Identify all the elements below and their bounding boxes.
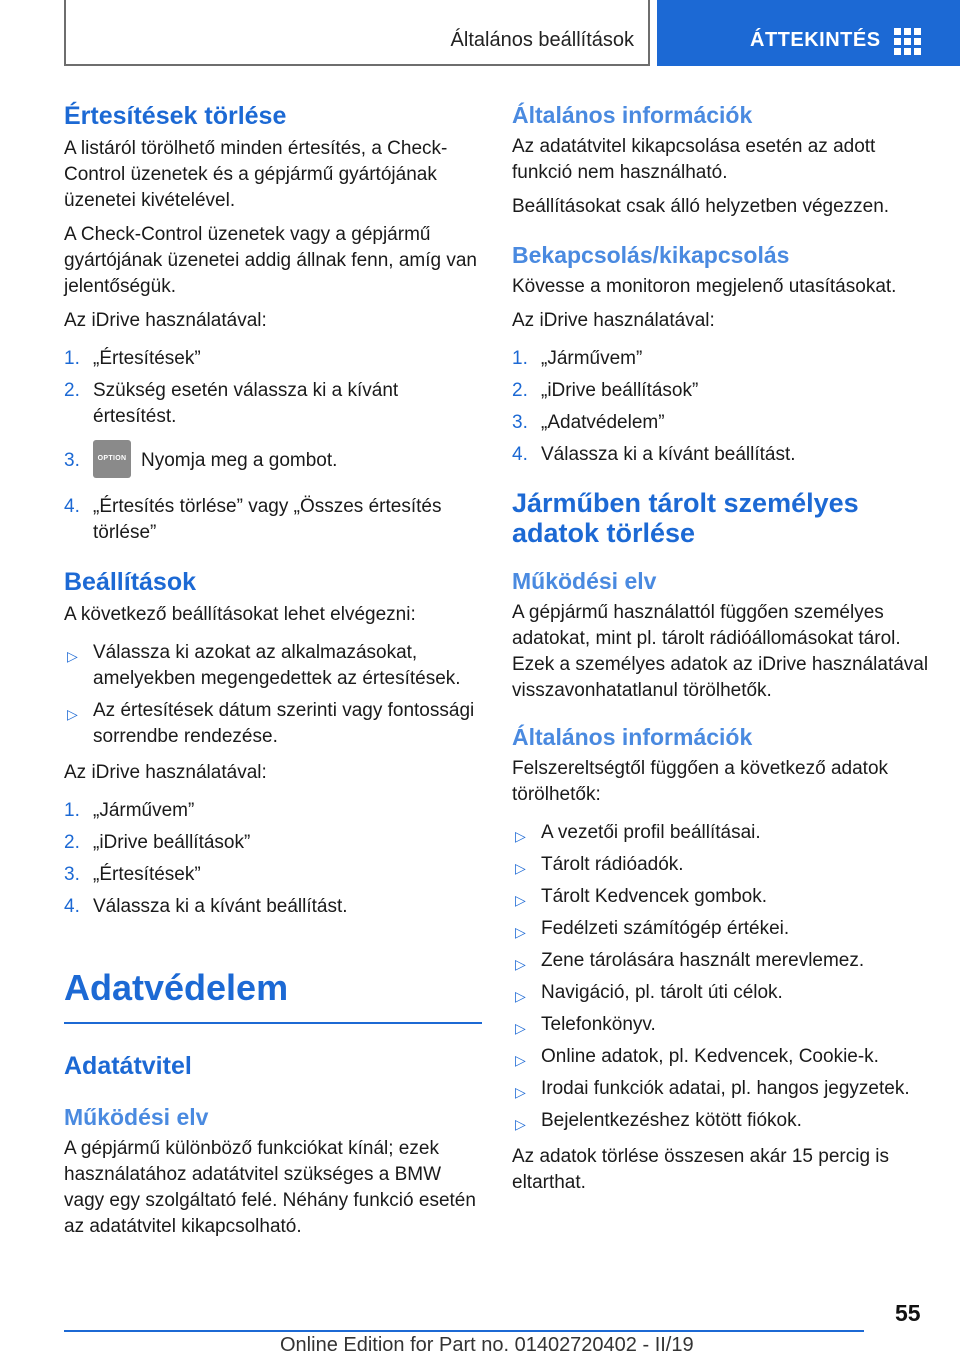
list-item: ▷ Tárolt Kedvencek gombok.	[512, 884, 932, 910]
triangle-bullet-icon: ▷	[515, 892, 526, 908]
step-text: Válassza ki a kívánt beállítást.	[93, 896, 348, 917]
heading-settings: Beállítások	[64, 568, 197, 596]
triangle-bullet-icon: ▷	[515, 860, 526, 876]
triangle-bullet-icon: ▷	[515, 828, 526, 844]
paragraph: Beállításokat csak álló helyzetben végezzen.	[512, 196, 890, 217]
step-number: 4.	[64, 896, 80, 917]
paragraph: Az adatok törlése összesen akár 15 percig is eltarthat.	[512, 1146, 890, 1193]
step-number: 3.	[64, 864, 80, 885]
heading-delete-personal-data: Járműben tárolt személyes adatok törlése	[512, 488, 859, 548]
triangle-bullet-icon: ▷	[515, 1052, 526, 1068]
paragraph: Felszereltségtől függően a következő adatok törölhetők:	[512, 758, 889, 805]
triangle-bullet-icon: ▷	[515, 924, 526, 940]
list-item: ▷ Tárolt rádióadók.	[512, 852, 932, 878]
step-text: „iDrive beállítások”	[93, 832, 251, 853]
list-item: ▷ Az értesítések dátum szerinti vagy fontossági sorrendbe rendezése.	[67, 700, 475, 747]
list-item: ▷ Irodai funkciók adatai, pl. hangos jegyzetek.	[512, 1076, 932, 1102]
header-frame	[64, 0, 650, 66]
steps-list-settings	[64, 798, 482, 920]
heading-principle: Működési elv	[512, 568, 657, 594]
steps-list-notifications	[64, 346, 482, 546]
step-text: „Értesítések”	[93, 348, 201, 369]
step-text: „Járművem”	[541, 348, 643, 369]
paragraph: A Check-Control üzenetek vagy a gépjármű gyártójának üzenetei addig állnak fenn, amíg van jelentőségük.	[64, 224, 477, 297]
option-button-icon: OPTION	[93, 440, 131, 478]
heading-general-info: Általános információk	[512, 724, 753, 750]
paragraph: Az iDrive használatával:	[64, 310, 267, 331]
bullet-list-deletable-data	[512, 820, 932, 1134]
step-text: „Értesítés törlése” vagy „Összes értesítés törlése”	[93, 496, 442, 543]
list-item	[512, 346, 932, 372]
heading-general-info: Általános információk	[512, 102, 753, 128]
step-number: 3.	[512, 412, 528, 433]
list-item: ▷ Telefonkönyv.	[512, 1012, 932, 1038]
paragraph: Kövesse a monitoron megjelenő utasításokat.	[512, 276, 897, 297]
left-column	[64, 100, 482, 1248]
heading-privacy: Adatvédelem	[64, 966, 482, 1024]
steps-list-privacy	[512, 346, 932, 468]
step-number: 3.	[64, 450, 80, 471]
step-number: 2.	[512, 380, 528, 401]
footer-divider	[64, 1330, 864, 1332]
list-item	[64, 894, 482, 920]
step-text: „Járművem”	[93, 800, 195, 821]
heading-principle: Működési elv	[64, 1104, 209, 1130]
list-item	[512, 442, 932, 468]
list-item	[64, 830, 482, 856]
step-text: „Értesítések”	[93, 864, 201, 885]
step-text: „iDrive beállítások”	[541, 380, 699, 401]
triangle-bullet-icon: ▷	[67, 648, 78, 664]
step-text: Válassza ki a kívánt beállítást.	[541, 444, 796, 465]
list-item	[64, 346, 482, 372]
list-item: ▷ Navigáció, pl. tárolt úti célok.	[512, 980, 932, 1006]
section-title: Általános beállítások	[450, 29, 634, 51]
paragraph: A listáról törölhető minden értesítés, a Check-Control üzenetek és a gépjármű gyártójának üzenetei kivételével.	[64, 138, 448, 211]
list-item	[512, 378, 932, 404]
triangle-bullet-icon: ▷	[515, 956, 526, 972]
list-item	[64, 448, 482, 488]
triangle-bullet-icon: ▷	[67, 706, 78, 722]
list-item	[64, 798, 482, 824]
step-number: 4.	[512, 444, 528, 465]
list-item: ▷ Válassza ki azokat az alkalmazásokat, amelyekben megengedettek az értesítések.	[67, 642, 461, 689]
paragraph: A következő beállításokat lehet elvégezni:	[64, 604, 416, 625]
heading-on-off: Bekapcsolás/kikapcsolás	[512, 242, 790, 268]
bullet-list-settings	[64, 640, 482, 750]
paragraph: Az adatátvitel kikapcsolása esetén az adott funkció nem használható.	[512, 136, 876, 183]
step-number: 4.	[64, 496, 80, 517]
triangle-bullet-icon: ▷	[515, 1116, 526, 1132]
step-text: Szükség esetén válassza ki a kívánt értesítést.	[93, 380, 399, 427]
paragraph: Az iDrive használatával:	[64, 762, 267, 783]
triangle-bullet-icon: ▷	[515, 1020, 526, 1036]
paragraph: A gépjármű különböző funkciókat kínál; ezek használatához adatátvitel szükséges a BMW vagy egy szolgáltató felé. Néhány funkció esetén az adatátvitel kikapcsolható.	[64, 1138, 476, 1237]
list-item: ▷ Online adatok, pl. Kedvencek, Cookie-k.	[512, 1044, 932, 1070]
list-item	[64, 862, 482, 888]
triangle-bullet-icon: ▷	[515, 1084, 526, 1100]
paragraph: Az iDrive használatával:	[512, 310, 715, 331]
step-number: 1.	[64, 348, 80, 369]
right-column	[512, 100, 932, 1204]
step-number: 1.	[64, 800, 80, 821]
step-text: „Adatvédelem”	[541, 412, 665, 433]
grid-icon[interactable]	[894, 28, 921, 55]
paragraph: A gépjármű használattól függően személyes adatokat, mint pl. tárolt rádióállomásokat tárol. Ezek a személyes adatok az iDrive használatával visszavonhatatlanul törölhetők.	[512, 602, 929, 701]
list-item: ▷ A vezetői profil beállításai.	[512, 820, 932, 846]
heading-notification-delete: Értesítések törlése	[64, 102, 287, 130]
overview-tab[interactable]	[657, 0, 960, 66]
step-number: 2.	[64, 380, 80, 401]
list-item	[64, 378, 482, 430]
list-item: ▷ Bejelentkezéshez kötött fiókok.	[512, 1108, 932, 1134]
edition-footer: Online Edition for Part no. 01402720402 - II/19	[280, 1334, 694, 1356]
step-text: Nyomja meg a gombot.	[141, 450, 338, 471]
step-number: 1.	[512, 348, 528, 369]
step-number: 2.	[64, 832, 80, 853]
triangle-bullet-icon: ▷	[515, 988, 526, 1004]
page-number: 55	[895, 1300, 921, 1326]
heading-data-transfer: Adatátvitel	[64, 1052, 192, 1080]
overview-tab-label: ÁTTEKINTÉS	[750, 29, 881, 51]
list-item: ▷ Fedélzeti számítógép értékei.	[512, 916, 932, 942]
list-item: ▷ Zene tárolására használt merevlemez.	[512, 948, 932, 974]
list-item	[512, 410, 932, 436]
list-item	[64, 494, 482, 546]
